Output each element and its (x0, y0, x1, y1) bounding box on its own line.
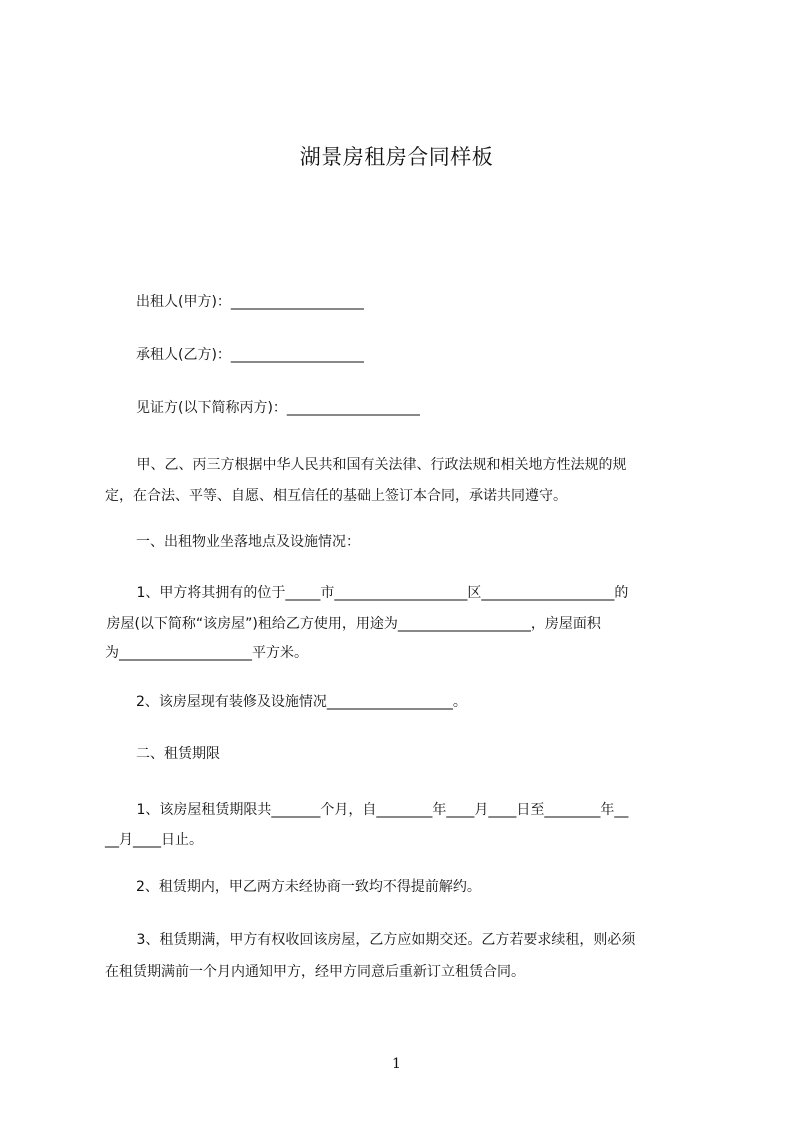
lessor-line: 出租人(甲方)：___________________ (136, 294, 364, 310)
intro-line-1: 甲、乙、丙三方根据中华人民共和国有关法律、行政法规和相关地方性法规的规 (132, 457, 627, 473)
witness-line: 见证方(以下简称丙方)：___________________ (136, 400, 420, 416)
section-1-item-2: 2、该房屋现有装修及设施情况__________________。 (136, 694, 467, 710)
lessee-line: 承租人(乙方)：___________________ (136, 347, 364, 363)
page-number: 1 (392, 1056, 401, 1072)
section-2-item-2: 2、租赁期内，甲乙两方未经协商一致均不得提前解约。 (136, 879, 481, 895)
section-1-heading: 一、出租物业坐落地点及设施情况： (136, 534, 360, 550)
section-2-item-3-line-2: 在租赁期满前一个月内通知甲方，经甲方同意后重新订立租赁合同。 (105, 964, 525, 980)
section-1-item-1-line-3: 为___________________平方米。 (105, 645, 308, 661)
section-1-item-1-line-2: 房屋(以下简称“该房屋”)租给乙方使用，用途为___________________，房屋面积 (102, 616, 601, 632)
intro-line-2: 定，在合法、平等、自愿、相互信任的基础上签订本合同，承诺共同遵守。 (105, 488, 567, 504)
section-2-heading: 二、租赁期限 (136, 746, 220, 762)
section-1-item-1-line-1: 1、甲方将其拥有的位于_____市___________________区___________________的 (132, 585, 629, 601)
section-2-item-3-line-1: 3、租赁期满，甲方有权收回该房屋，乙方应如期交还。乙方若要求续租，则必须 (132, 932, 636, 948)
section-2-item-1-line-2: __月____日止。 (105, 832, 203, 848)
section-2-item-1-line-1: 1、该房屋租赁期限共_______个月，自________年____月____日至________年__ (132, 802, 629, 818)
document-title: 湖景房租房合同样板 (299, 145, 494, 169)
